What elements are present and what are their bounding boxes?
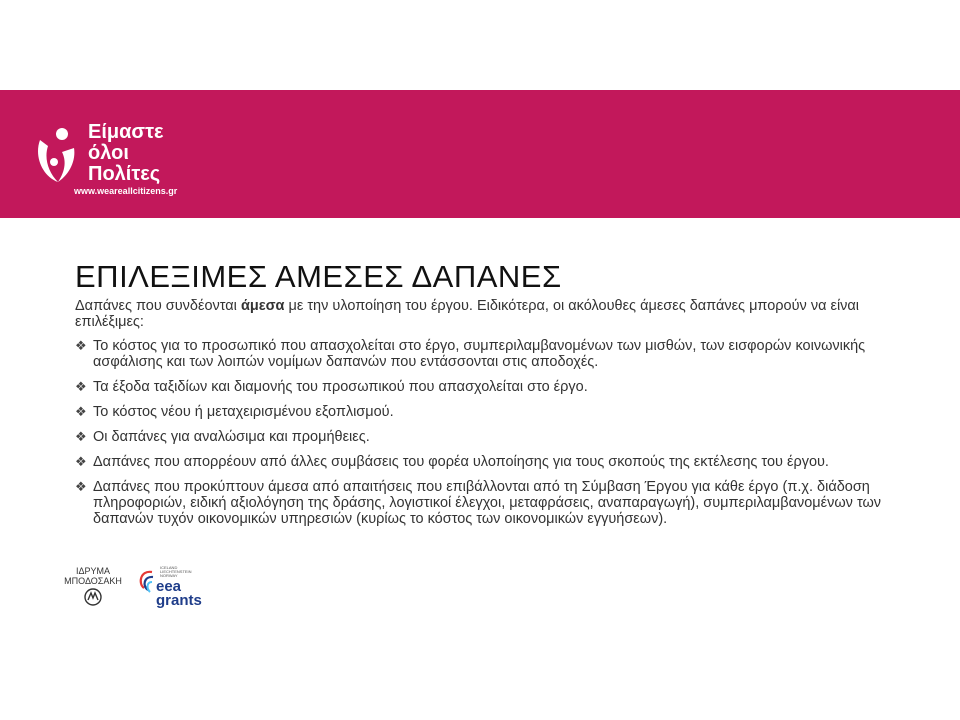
diamond-bullet-icon: ❖ xyxy=(75,479,87,494)
foundation-emblem-icon xyxy=(83,588,103,606)
list-item xyxy=(75,429,895,445)
diamond-bullet-icon: ❖ xyxy=(75,454,87,469)
logo-line-1: Είμαστε xyxy=(88,121,164,143)
eea-country-2: LIECHTENSTEIN xyxy=(160,569,192,574)
eea-grants-swirl-icon xyxy=(136,568,156,598)
list-item-text: Τα έξοδα ταξιδίων και διαμονής του προσωπικού που απασχολείται στο έργο. xyxy=(93,379,588,395)
list-item xyxy=(75,454,895,470)
diamond-bullet-icon: ❖ xyxy=(75,338,87,353)
list-item xyxy=(75,479,895,527)
list-item xyxy=(75,338,895,370)
diamond-bullet-icon: ❖ xyxy=(75,379,87,394)
eea-grants-logo xyxy=(156,580,202,608)
intro-text-before: Δαπάνες που συνδέονται xyxy=(75,298,241,314)
citizens-figure-icon xyxy=(36,126,76,186)
logo-line-2: όλοι xyxy=(88,142,129,164)
intro-text-after: με την υλοποίηση του έργου. Ειδικότερα, οι ακόλουθες άμεσες δαπάνες μπορούν να είναι επιλέξιμες: xyxy=(75,298,860,330)
list-item-text: Το κόστος για το προσωπικό που απασχολείται στο έργο, συμπεριλαμβανομένων των μισθών, των εισφορών κοινωνικής ασφάλισης και των λοιπών νομίμων δαπανών που εντάσσονται στις αποδοχές. xyxy=(93,338,866,370)
eea-word-2: grants xyxy=(156,592,202,609)
page-title: ΕΠΙΛΕΞΙΜΕΣ ΑΜΕΣΕΣ ΔΑΠΑΝΕΣ xyxy=(75,258,562,294)
list-item xyxy=(75,379,895,395)
bodossaki-foundation-logo xyxy=(60,566,126,606)
list-item xyxy=(75,404,895,420)
list-item-text: Δαπάνες που απορρέουν από άλλες συμβάσεις του φορέα υλοποίησης για τους σκοπούς της εκτέλεσης του έργου. xyxy=(93,454,829,470)
weareallcitizens-logo xyxy=(36,122,216,202)
diamond-bullet-icon: ❖ xyxy=(75,429,87,444)
eea-countries xyxy=(160,566,192,578)
list-item-text: Δαπάνες που προκύπτουν άμεσα από απαιτήσεις που επιβάλλονται από τη Σύμβαση Έργου για κάθε έργο (π.χ. διάδοση πληροφοριών, ειδική αξιολόγηση της δράσης, λογιστικοί έλεγχοι, μεταφράσεις, αναπαραγωγή), συμπεριλαμβανομένων των δαπανών τυχόν οικονομικών υπηρεσιών (κυρίως το κόστος των οικονομικών εγγυήσεων). xyxy=(93,479,882,527)
foundation-line-1: ΙΔΡΥΜΑ xyxy=(75,566,111,576)
intro-text-bold: άμεσα xyxy=(240,298,285,314)
eea-word-1: eea xyxy=(156,578,182,595)
intro-paragraph xyxy=(75,298,895,330)
foundation-line-2: ΜΠΟΔΟΣΑΚΗ xyxy=(64,576,122,586)
diamond-bullet-icon: ❖ xyxy=(75,404,87,419)
eea-country-1: ICELAND xyxy=(160,565,178,570)
logo-url: www.weareallcitizens.gr xyxy=(74,186,178,196)
list-item-text: Το κόστος νέου ή μεταχειρισμένου εξοπλισμού. xyxy=(93,404,394,420)
sponsor-logos xyxy=(60,566,230,616)
list-item-text: Οι δαπάνες για αναλώσιμα και προμήθειες. xyxy=(93,429,370,445)
logo-line-3: Πολίτες xyxy=(88,163,161,185)
eligible-costs-list xyxy=(75,338,895,536)
eea-country-3: NORWAY xyxy=(160,573,178,578)
logo-wordmark xyxy=(88,122,164,185)
